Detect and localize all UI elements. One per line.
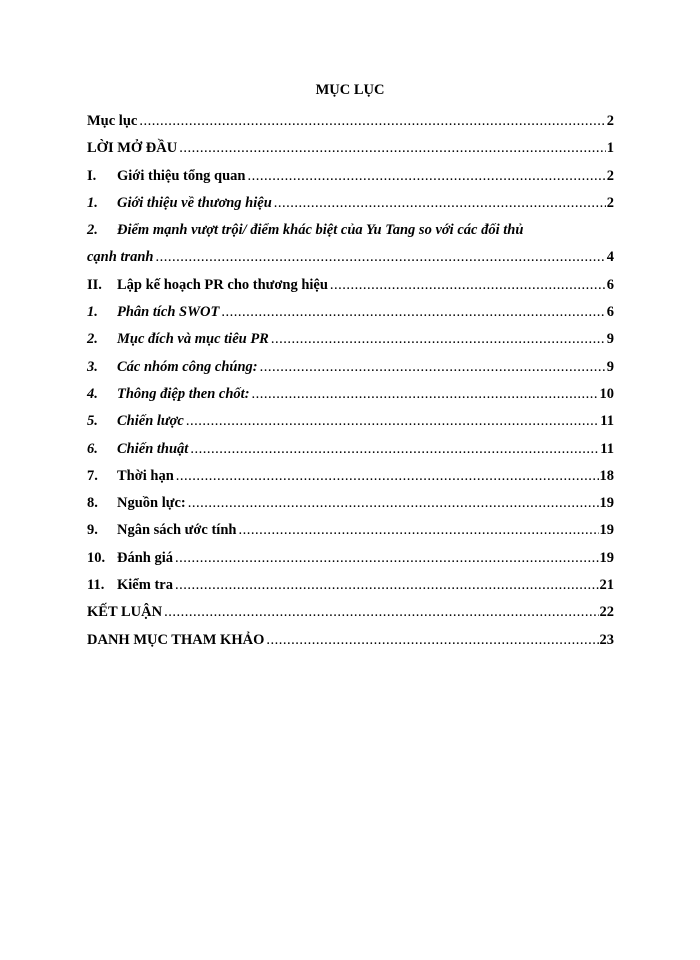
- toc-page-number: 19: [599, 549, 614, 566]
- toc-entry-text: Thông điệp then chốt:: [117, 385, 250, 402]
- toc-entry-section-2-4[interactable]: [87, 381, 614, 408]
- toc-entry-text: Phân tích SWOT: [117, 304, 220, 321]
- toc-title: MỤC LỤC: [315, 82, 385, 98]
- toc-entry-section-2-9[interactable]: [87, 517, 614, 544]
- toc-page-number: 11: [600, 413, 614, 430]
- toc-entry-section-2-6[interactable]: [87, 436, 614, 463]
- toc-entry-section-1-2[interactable]: [87, 217, 614, 244]
- dot-leader: [190, 436, 599, 463]
- dot-leader: [238, 517, 598, 544]
- toc-entry-danh-muc-tham-khao[interactable]: [87, 627, 614, 654]
- toc-entry-section-2-3[interactable]: [87, 354, 614, 381]
- dot-leader: [271, 326, 606, 353]
- toc-entry-number: II.: [87, 276, 102, 293]
- toc-entry-section-2-2[interactable]: [87, 326, 614, 353]
- toc-entry-number: 9.: [87, 522, 98, 539]
- toc-entry-loi-mo-dau[interactable]: [87, 135, 614, 162]
- toc-entry-number: 5.: [87, 413, 98, 430]
- toc-entry-text: Nguồn lực:: [117, 495, 186, 512]
- toc-entry-number: 8.: [87, 495, 98, 512]
- toc-page-number: 1: [606, 140, 614, 157]
- toc-page-number: 2: [606, 194, 614, 211]
- toc-page-number: 2: [606, 113, 614, 129]
- toc-entry-text: Đánh giá: [117, 549, 174, 566]
- toc-entry-number: I.: [87, 167, 97, 184]
- toc-page-number: 22: [599, 604, 614, 621]
- toc-entry-text-continued: cạnh tranh: [87, 249, 154, 266]
- toc-entry-section-2-7[interactable]: [87, 463, 614, 490]
- toc-entry-text: Các nhóm công chúng:: [117, 358, 258, 375]
- toc-entry-muc-luc[interactable]: [87, 108, 614, 135]
- dot-leader: [175, 572, 599, 599]
- dot-leader: [274, 190, 606, 217]
- toc-page-number: 6: [606, 304, 614, 321]
- toc-entry-ket-luan[interactable]: [87, 599, 614, 626]
- toc-page-number: 18: [599, 467, 614, 484]
- dot-leader: [186, 408, 599, 435]
- toc-page-number: 2: [606, 167, 614, 184]
- toc-entry-number: 3.: [87, 358, 98, 375]
- dot-leader: [252, 381, 599, 408]
- toc-entry-number: 11.: [87, 577, 105, 594]
- dot-leader: [266, 627, 598, 654]
- toc-entry-section-2-10[interactable]: [87, 545, 614, 572]
- toc-entry-section-2-1[interactable]: [87, 299, 614, 326]
- toc-entry-text: Mục lục: [87, 113, 138, 129]
- toc-entry-number: 7.: [87, 467, 98, 484]
- toc-entry-text: Kiểm tra: [117, 577, 173, 594]
- toc-entry-text: Thời hạn: [117, 467, 174, 484]
- toc-page-number: 23: [599, 631, 614, 648]
- toc-entry-text: LỜI MỞ ĐẦU: [87, 140, 178, 157]
- toc-entry-section-2-11[interactable]: [87, 572, 614, 599]
- toc-entry-section-2-5[interactable]: [87, 408, 614, 435]
- toc-entry-number: 6.: [87, 440, 98, 457]
- dot-leader: [260, 354, 606, 381]
- toc-entry-number: 10.: [87, 549, 106, 566]
- toc-page-number: 19: [599, 495, 614, 512]
- dot-leader: [248, 163, 606, 190]
- dot-leader: [164, 599, 598, 626]
- toc-entry-section-1-2-cont[interactable]: [87, 244, 614, 271]
- toc-entry-section-2[interactable]: [87, 272, 614, 299]
- toc-entry-section-2-8[interactable]: [87, 490, 614, 517]
- dot-leader: [176, 463, 599, 490]
- toc-entry-section-1[interactable]: [87, 163, 614, 190]
- toc-entry-text: Điểm mạnh vượt trội/ điểm khác biệt của Yu Tang so với các đối thủ: [117, 222, 524, 239]
- toc-page-number: 10: [599, 385, 614, 402]
- toc-page-number: 9: [606, 358, 614, 375]
- table-of-contents: [87, 108, 614, 654]
- toc-entry-text: Giới thiệu về thương hiệu: [117, 194, 272, 211]
- toc-entry-section-1-1[interactable]: [87, 190, 614, 217]
- toc-entry-text: KẾT LUẬN: [87, 604, 163, 621]
- toc-entry-number: 1.: [87, 194, 98, 211]
- toc-entry-text: Mục đích và mục tiêu PR: [117, 331, 269, 348]
- dot-leader: [179, 135, 606, 162]
- dot-leader: [221, 299, 605, 326]
- toc-entry-text: Chiến lược: [117, 413, 184, 430]
- toc-entry-text: DANH MỤC THAM KHẢO: [87, 631, 265, 648]
- dot-leader: [139, 108, 605, 135]
- dot-leader: [188, 490, 599, 517]
- dot-leader: [330, 272, 606, 299]
- dot-leader: [156, 244, 606, 271]
- toc-entry-number: 1.: [87, 304, 98, 321]
- toc-entry-number: 2.: [87, 331, 98, 348]
- dot-leader: [175, 545, 598, 572]
- toc-page-number: 21: [599, 577, 614, 594]
- toc-page-number: 19: [599, 522, 614, 539]
- toc-entry-number: 4.: [87, 385, 98, 402]
- toc-page-number: 4: [606, 249, 614, 266]
- toc-page-number: 11: [600, 440, 614, 457]
- toc-page-number: 9: [606, 331, 614, 348]
- toc-entry-text: Chiến thuật: [117, 440, 189, 457]
- toc-entry-text: Giới thiệu tổng quan: [117, 167, 246, 184]
- toc-entry-number: 2.: [87, 222, 98, 239]
- toc-page-number: 6: [606, 276, 614, 293]
- toc-entry-text: Lập kế hoạch PR cho thương hiệu: [117, 276, 328, 293]
- toc-entry-text: Ngân sách ước tính: [117, 522, 237, 539]
